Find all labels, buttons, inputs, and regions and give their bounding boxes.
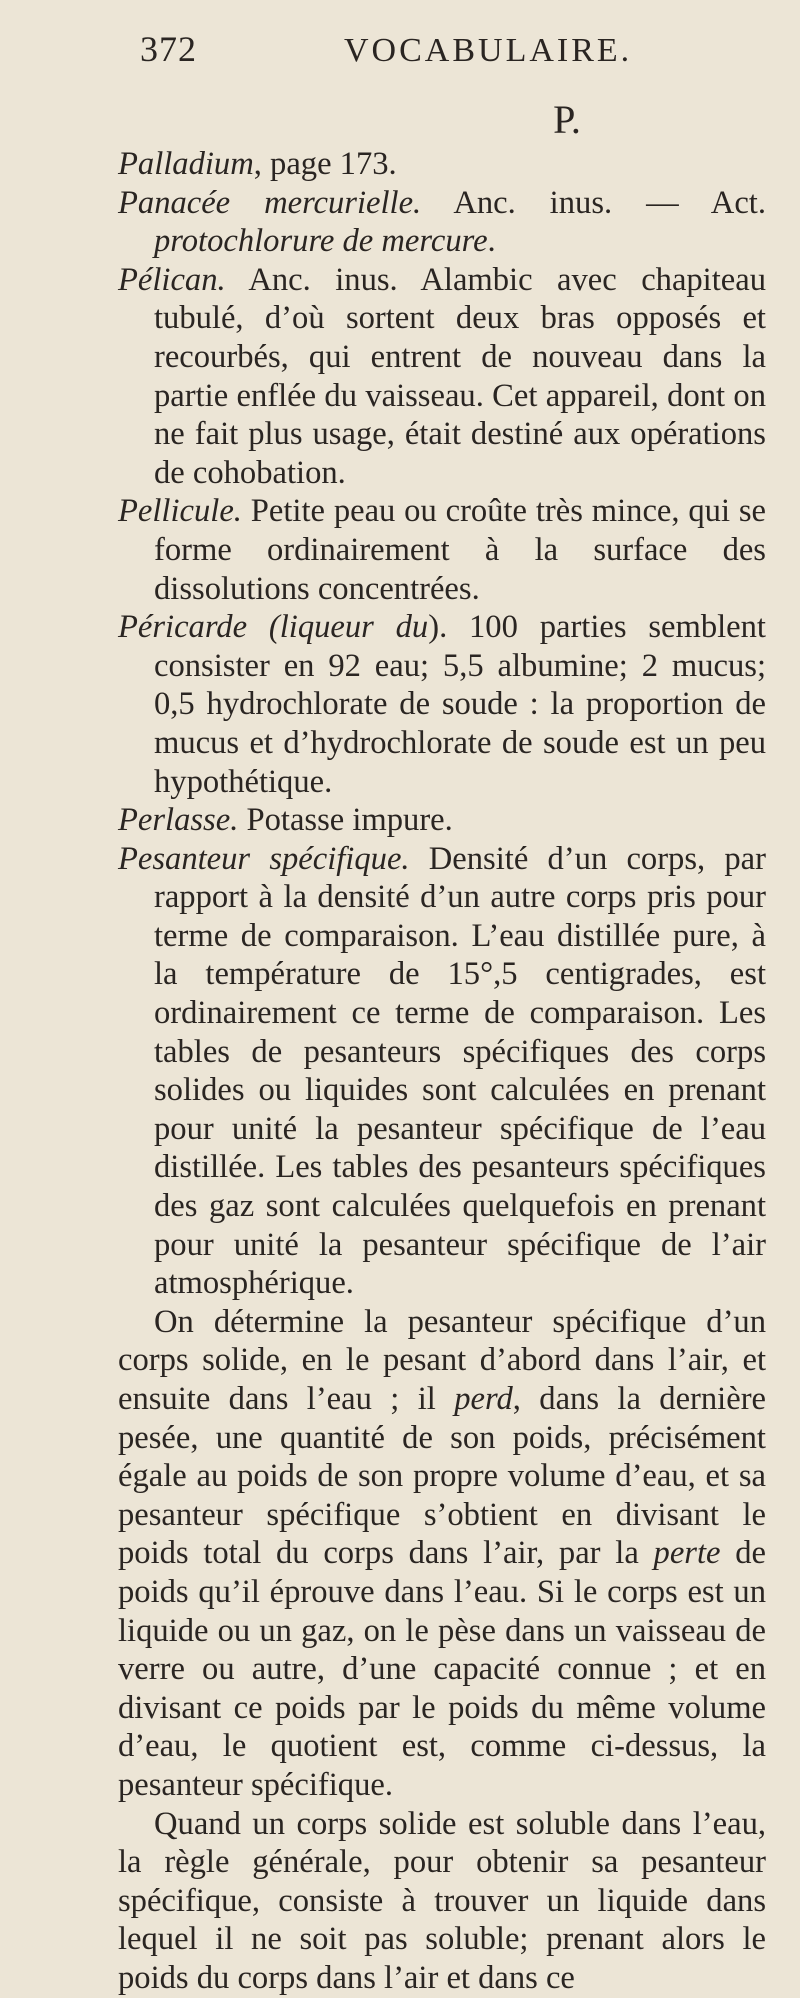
paragraph-soluble xyxy=(118,1805,766,1998)
entry-headword: Pesanteur spécifique. xyxy=(118,840,410,877)
entry-text: Densité d’un corps, par rapport à la densité d’un autre corps pris pour terme de comparaison. L’eau distillée pure, à la température de 15°,5 centigrades, est ordinairement ce terme de comparaison. Les tables de pesanteurs spécifiques des corps solides ou liquides sont calculées en prenant pour unité la pesanteur spécifique de l’eau distillée. Les tables des pesanteurs spécifiques des gaz sont calculées quelquefois en prenant pour unité la pesanteur spécifique de l’air atmosphérique. xyxy=(154,840,766,1302)
entry-headword: Pélican. xyxy=(118,261,226,298)
entry-pelican xyxy=(118,261,766,493)
page-number: 372 xyxy=(140,29,197,69)
entry-italic: liqueur du xyxy=(279,609,429,646)
paragraph-italic: perte xyxy=(653,1535,721,1572)
entry-palladium xyxy=(118,145,766,184)
paragraph-determination xyxy=(118,1303,766,1805)
entry-panacee xyxy=(118,184,766,261)
entry-text: Petite peau ou croûte très mince, qui se forme ordinairement à la surface des dissolutions concentrées. xyxy=(154,493,766,607)
section-letter: P. xyxy=(553,97,581,142)
entry-text-end: . xyxy=(487,223,496,260)
paragraph-text: Quand un corps solide est soluble dans l’eau, la règle générale, pour obtenir sa pesanteur spécifique, consiste à trouver un liquide dans lequel il ne soit pas soluble; prenant alors le poids du corps dans l’air et dans ce xyxy=(118,1805,766,1996)
running-head xyxy=(118,28,766,72)
entry-text: ). 100 parties semblent consister en 92 eau; 5,5 albumine; 2 mucus; 0,5 hydrochlorate de soude : la proportion de mucus et d’hydrochlorate de soude est un peu hypothétique. xyxy=(154,609,766,800)
entry-headword: Perlasse. xyxy=(118,802,239,839)
entry-pellicule xyxy=(118,492,766,608)
entry-italic: protochlorure de mercure xyxy=(154,223,488,260)
dictionary-body xyxy=(118,145,766,1998)
paragraph-text: On détermine la pesanteur spécifique d’un corps solide, en le pesant d’abord dans l’air, et ensuite dans l’eau ; il xyxy=(118,1303,766,1417)
paragraph-text: , dans la dernière pesée, une quantité de son poids, précisément égale au poids de son propre volume d’eau, et sa pesanteur spécifique s’obtient en divisant le poids total du corps dans l’air, par la xyxy=(118,1381,767,1572)
entry-headword: Pellicule. xyxy=(118,493,242,530)
running-title: VOCABULAIRE. xyxy=(344,32,633,69)
entry-text: Anc. inus. — Act. xyxy=(421,184,766,221)
entry-pesanteur-specifique xyxy=(118,840,766,1303)
entry-text: Potasse impure. xyxy=(238,802,453,839)
entry-headword: Panacée mercurielle. xyxy=(118,184,422,221)
entry-pericarde xyxy=(118,608,766,801)
entry-headword: Palladium xyxy=(118,146,254,182)
paragraph-text: de poids qu’il éprouve dans l’eau. Si le corps est un liquide ou un gaz, on le pèse dans un vaisseau de verre ou autre, d’une capacité connue ; et en divisant ce poids par le poids du même volume d’eau, le quotient est, comme ci-dessus, la pesanteur spécifique. xyxy=(118,1535,766,1803)
entry-text: Anc. inus. Alambic avec chapiteau tubulé, d’où sortent deux bras opposés et recourbés, qui entrent de nouveau dans la partie enflée du vaisseau. Cet appareil, dont on ne fait plus usage, était destiné aux opérations de cohobation. xyxy=(154,261,766,491)
paragraph-italic: perd xyxy=(454,1381,513,1417)
entry-perlasse xyxy=(118,801,766,840)
entry-headword: Péricarde ( xyxy=(118,609,280,646)
entry-text: , page 173. xyxy=(253,146,397,182)
